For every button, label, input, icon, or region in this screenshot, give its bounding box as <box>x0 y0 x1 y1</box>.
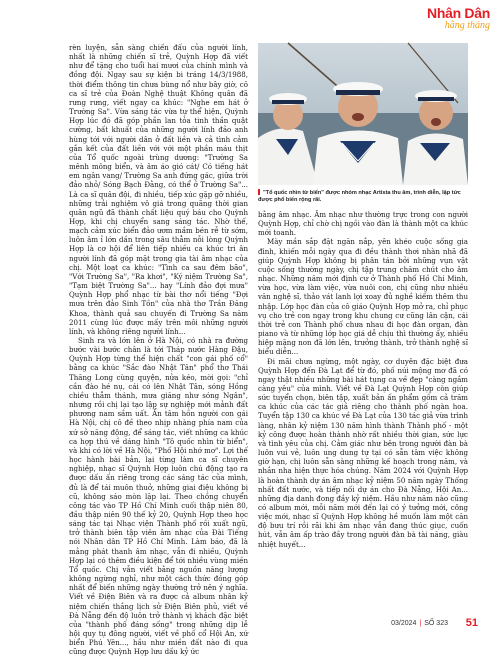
photo-caption <box>258 189 468 204</box>
paragraph: Sinh ra và lớn lên ở Hà Nội, có nhà ra đường bước vài bước chân là tới Tháp nước Hàng Đậu, Quỳnh Hợp từng thể hiện chất "con gái phố cổ" bằng ca khúc "Sắc đào Nhật Tân" phổ thơ Thái Thăng Long cùng quyện, nửa kéo, mời gọi: "chỉ cần đào hé nụ, cái có lên Nhật Tân, sóng Hồng chiều thẳm thánh, mưa giăng như sóng Ngân", nhưng rồi chị lại tạo lập sự nghiệp mới mảnh đất phương nam sầm uất. Ẩn tâm hồn người con gái Hà Nội, chị cô đề theo nhịp nhàng phía nam của xứ sở năng động, để sáng tác, viết những ca khúc ca hợp thú về dáng hình "Tô quốc nhìn từ biển", và khi có lời về Hà Nội, "Phố Hội nhớ mơ". Lợi thế học hành bài bản, lại từng làm ca sĩ chuyên nghiệp, nhạc sĩ Quỳnh Hợp luôn chú động tạo ra được dấu ấn riêng trong các sáng tác của mình, đủ là để tái muôn thuở, những giai điệu không bị cũ, không sáo mòn lặp lại. Theo chồng chuyển công tác vào TP Hồ Chí Minh cuối thập niên 80, đầu thập niên 90 thế kỷ 20, Quỳnh Hợp theo học sáng tác tại Nhạc viện Thành phố rồi xuất ngũ, trở thành biên tập viên âm nhạc của Đài Tiếng nói Nhân dân TP Hồ Chí Minh. Làm báo, đã là mảng phát thanh âm nhạc, vẫn đi nhiều, Quỳnh Hợp lại có thêm điều kiện để tới nhiều vùng miền Tổ quốc. Chị vẫn viết bằng nguồn năng lượng không ngừng nghỉ, như một cách thức đóng góp nhất để biến những ngày thường trở nên ý nghĩa. Viết về Điện Biên và ra được cả album nhân kỷ niệm chiến thắng lịch sử Điện Biên phủ, viết về Đà Nẵng đến độ luôn trở thành vị khách đặc biệt của "thành phố đáng sống" trong những dịp lễ hội quy tụ đông người, viết về phố cổ Hội An, xứ biển Phú Yên..., hầu như miền đất nào đi qua cũng được Quỳnh Hợp lưu dấu kỷ ức <box>69 336 248 656</box>
issue-separator: | <box>419 620 422 627</box>
paragraph: Mày mần sắp đặt ngăn nắp, yên khéo cuộc sống gia đình, khiến mỗi ngày qua đi đều thành thơi nhàn nhã đã giúp Quỳnh Hợp không bị phân tán bởi những vụn vặt cuộc sống thường ngày, chị tập trung chăm chút cho âm nhạc. Những năm mới định cư ở Thành phố Hồ Chí Minh, vừa học, vừa làm việc, vừa nuôi con, chị cũng như nhiều văn nghệ sĩ, thảo vát lanh lợi xoay đủ nghề kiếm thêm thu nhập. Lớp học đàn của cô giáo Quỳnh Hợp mở ra, chỉ phục vụ cho trẻ con ngay trong khu chung cư cũng lân cận, cái thời trẻ con Thành phố chưa nhau đi học đàn organ, đàn piano và từ những lớp học giá dễ chịu thì thường ấy, nhiều hiệp mặng non đã lớn lên, trưởng thành, trở thành nghệ sĩ biểu diễn... <box>258 237 468 357</box>
page-number: 51 <box>465 617 478 629</box>
paragraph: Đi mãi chưa ngừng, một ngày, cơ duyên đặc biệt đưa Quỳnh Hợp đến Đà Lạt để từ đó, phố núi mộng mơ đã có ngay thật nhiều những bài hát tụng ca về đẹp "càng ngắm càng yêu" của mình. Viết về Đà Lạt Quỳnh Hợp còn giúp sức tuyển chọn, biên tập, xuất bản ấn phẩm gồm cả trăm ca khúc của các tác giả riêng cho thành phố ngàn hoa. Tuyển tập 130 ca khúc về Đà Lạt của 130 tác giả vừa trình làng, nhân kỷ niệm 130 năm hình thành Thành phố - một kỷ công được hoàn thành nhờ rất nhiều thời gian, sức lực và tình yêu của chị. Cảm giác như bên trong người đàn bà luôn vui vẻ, luôn ung dung tự tại có sẵn tâm việc không giờ hạn, chị luôn sẵn sàng những kế hoạch trong năm, và nhắn nha hiện thực hóa chúng. Năm 2024 với Quỳnh Hợp là hoàn thành dự án âm nhạc kỷ niệm 50 năm ngày Thống nhất đất nước, và tiếp nối dự án cho Đà Nẵng, Hội An... những địa danh đong đầy kỷ niệm. Hầu như năm nào cũng có album mới, mỗi năm mới đến lại có ý tưởng mới, công việc mới, nhạc sĩ Quỳnh Hợp không hề muốn làm một căn độ bưu trí rồi rãi khi âm nhạc vẫn đang thúc giục, cuốn hút, vẫn âm ấp trào đầy trong người đàn bà tài năng, giàu nhiệt huyết... <box>258 356 468 549</box>
article-photo <box>258 43 468 185</box>
paragraph: rèn luyện, sẵn sàng chiến đấu của người lính, nhất là những chiến sĩ trẻ, Quỳnh Hợp đã viết như để tặng cho tuổi hai mươi của chính mình và đồng đội. Ngay sau sự kiện bi tráng 14/3/1988, thời điểm thông tin chưa bùng nổ như bây giờ, cô ca sĩ trẻ của Đoàn Nghệ thuật Không quân đã rưng rưng, viết ngay ca khúc: "Nghe em hát ở Trường Sa". Vừa sáng tác vừa tự thể hiện, Quỳnh Hợp lúc đó đã góp phần lan tỏa tinh thần quật cường, bất khuất của những người lính đảo anh hùng tới với người dân ở đất liền và cả tình cảm gắn kết của đất liền với với một phần máu thịt của Tổ quốc ngoài trùng dương: "Trường Sa mênh mông biển, và âm áo gió cát/ Có tiếng hát em ngân vang/ Trường Sa anh đứng gác, giữa trời đảo nhỏ/ Sóng Bạch Đằng, có thể ở Trường Sa"... Là ca sĩ quân đội, đi nhiều, tiếp xúc gặp gỡ nhiều, những trải nghiệm vô giá trong quãng thời gian quân ngũ đã thành chất liệu quý báu cho Quỳnh Hợp, khi chị chuyển sang sáng tác. Nhờ thế, mạch cảm xúc biển đảo ươm mầm bén rễ từ sớm, luôn âm ỉ lớn dần trong sâu thẳm nỗi lòng Quỳnh Hợp là cơ hội để liên tiếp nhiều ca khúc tri ân người lính đã góp mặt trong gia tài âm nhạc của chị. Một loạt ca khúc: "Tình ca sau đêm bão", "Với Trường Sa", "Ra khơi", "Ký niệm Trường Sa", "Tạm biệt Trường Sa"... hay "Lính đảo đợi mưa" Quỳnh Hợp phổ nhạc từ bài thơ nổi tiếng "Đợi mưa trên đảo Sinh Tồn" của nhà thơ Trần Đăng Khoa, thành quả sau chuyến đi Trường Sa năm 2011 cùng lúc được mấy trên môi những người lính, và không riêng người lính... <box>69 43 248 336</box>
logo-subtitle: hằng tháng <box>444 20 490 31</box>
caption-text: "Tổ quốc nhìn từ biển" được nhóm nhạc Artista thu âm, trình diễn, lập tức được phổ biến rộng rãi. <box>258 190 461 203</box>
logo-title: Nhân Dân <box>427 5 490 21</box>
article-left-column <box>69 43 248 656</box>
caption-marker <box>258 189 260 195</box>
issue-info <box>391 620 448 627</box>
issue-number: SỐ 323 <box>424 620 448 627</box>
issue-date: 03/2024 <box>391 620 417 627</box>
magazine-logo <box>424 6 490 40</box>
article-right-column <box>258 210 468 610</box>
page-footer <box>0 611 500 631</box>
sailors-singing-image <box>258 43 468 185</box>
paragraph: bằng âm nhạc. Âm nhạc như thường trực trong con người Quỳnh Hợp, chỉ chờ chị ngồi vào đàn là thành một ca khúc mới toanh. <box>258 210 468 238</box>
